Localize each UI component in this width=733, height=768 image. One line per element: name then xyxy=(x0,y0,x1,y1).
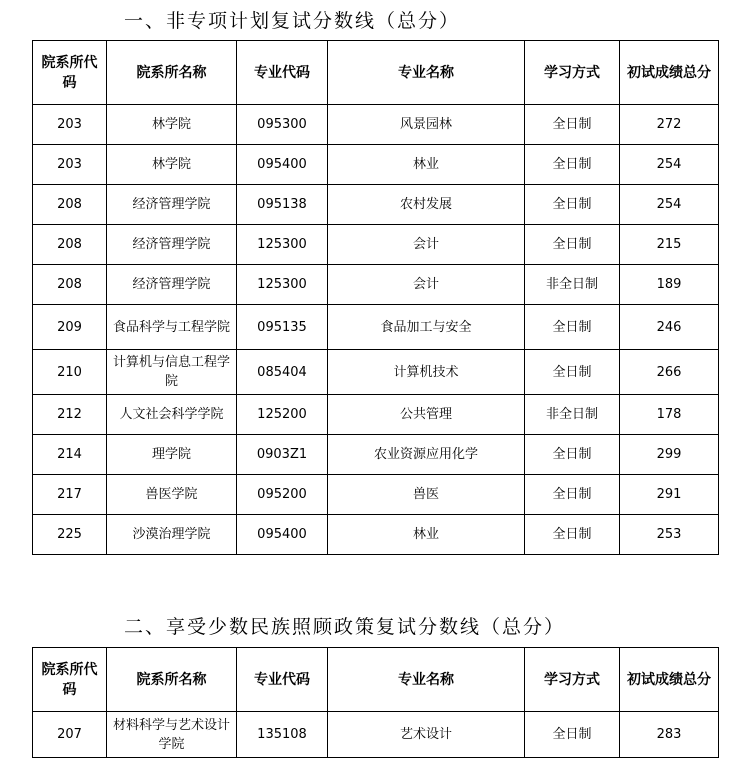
table-header-row xyxy=(33,648,719,712)
dept-code-cell: 212 xyxy=(33,395,107,435)
table-row xyxy=(33,105,719,145)
header-major-code: 专业代码 xyxy=(237,41,328,105)
major-code-cell: 095135 xyxy=(237,305,328,350)
table-row xyxy=(33,515,719,555)
dept-code-cell: 203 xyxy=(33,145,107,185)
major-name-cell: 计算机技术 xyxy=(328,350,525,395)
dept-name-cell: 沙漠治理学院 xyxy=(107,515,237,555)
section-1-title: 一、非专项计划复试分数线（总分） xyxy=(124,10,461,32)
header-major-code: 专业代码 xyxy=(237,648,328,712)
dept-name-cell: 经济管理学院 xyxy=(107,225,237,265)
dept-code-cell: 208 xyxy=(33,185,107,225)
table-row xyxy=(33,350,719,395)
major-name-cell: 风景园林 xyxy=(328,105,525,145)
dept-code-cell: 208 xyxy=(33,265,107,305)
score-cell: 272 xyxy=(620,105,719,145)
dept-name-cell: 计算机与信息工程学院 xyxy=(107,350,237,395)
study-mode-cell: 全日制 xyxy=(525,515,620,555)
dept-name-cell: 经济管理学院 xyxy=(107,185,237,225)
major-name-cell: 食品加工与安全 xyxy=(328,305,525,350)
dept-code-cell: 208 xyxy=(33,225,107,265)
header-dept-name: 院系所名称 xyxy=(107,648,237,712)
header-dept-name: 院系所名称 xyxy=(107,41,237,105)
major-code-cell: 085404 xyxy=(237,350,328,395)
dept-code-cell: 214 xyxy=(33,435,107,475)
study-mode-cell: 非全日制 xyxy=(525,395,620,435)
study-mode-cell: 非全日制 xyxy=(525,265,620,305)
dept-name-cell: 经济管理学院 xyxy=(107,265,237,305)
study-mode-cell: 全日制 xyxy=(525,350,620,395)
dept-code-cell: 207 xyxy=(33,712,107,758)
major-code-cell: 095200 xyxy=(237,475,328,515)
study-mode-cell: 全日制 xyxy=(525,475,620,515)
score-cell: 291 xyxy=(620,475,719,515)
score-cell: 215 xyxy=(620,225,719,265)
score-cell: 246 xyxy=(620,305,719,350)
score-cell: 178 xyxy=(620,395,719,435)
table-row xyxy=(33,475,719,515)
header-study-mode: 学习方式 xyxy=(525,41,620,105)
major-name-cell: 兽医 xyxy=(328,475,525,515)
major-name-cell: 林业 xyxy=(328,145,525,185)
score-cell: 299 xyxy=(620,435,719,475)
score-cell: 254 xyxy=(620,145,719,185)
study-mode-cell: 全日制 xyxy=(525,105,620,145)
score-cell: 189 xyxy=(620,265,719,305)
major-name-cell: 农业资源应用化学 xyxy=(328,435,525,475)
study-mode-cell: 全日制 xyxy=(525,435,620,475)
major-code-cell: 095400 xyxy=(237,145,328,185)
header-total-score: 初试成绩总分 xyxy=(620,648,719,712)
table-row xyxy=(33,712,719,758)
table-row xyxy=(33,265,719,305)
major-name-cell: 会计 xyxy=(328,225,525,265)
header-total-score: 初试成绩总分 xyxy=(620,41,719,105)
study-mode-cell: 全日制 xyxy=(525,305,620,350)
score-table-2 xyxy=(32,647,719,758)
header-dept-code: 院系所代码 xyxy=(33,41,107,105)
dept-name-cell: 材料科学与艺术设计学院 xyxy=(107,712,237,758)
score-table-1 xyxy=(32,40,719,555)
dept-name-cell: 食品科学与工程学院 xyxy=(107,305,237,350)
dept-code-cell: 210 xyxy=(33,350,107,395)
study-mode-cell: 全日制 xyxy=(525,225,620,265)
major-name-cell: 会计 xyxy=(328,265,525,305)
table-row xyxy=(33,185,719,225)
dept-name-cell: 兽医学院 xyxy=(107,475,237,515)
score-cell: 254 xyxy=(620,185,719,225)
study-mode-cell: 全日制 xyxy=(525,712,620,758)
major-code-cell: 095138 xyxy=(237,185,328,225)
study-mode-cell: 全日制 xyxy=(525,145,620,185)
header-major-name: 专业名称 xyxy=(328,41,525,105)
header-study-mode: 学习方式 xyxy=(525,648,620,712)
dept-code-cell: 203 xyxy=(33,105,107,145)
dept-name-cell: 人文社会科学学院 xyxy=(107,395,237,435)
table-row xyxy=(33,395,719,435)
header-major-name: 专业名称 xyxy=(328,648,525,712)
major-name-cell: 艺术设计 xyxy=(328,712,525,758)
dept-name-cell: 林学院 xyxy=(107,105,237,145)
major-code-cell: 095400 xyxy=(237,515,328,555)
header-dept-code: 院系所代码 xyxy=(33,648,107,712)
major-name-cell: 林业 xyxy=(328,515,525,555)
score-cell: 253 xyxy=(620,515,719,555)
dept-code-cell: 217 xyxy=(33,475,107,515)
major-code-cell: 125200 xyxy=(237,395,328,435)
table-row xyxy=(33,305,719,350)
score-cell: 283 xyxy=(620,712,719,758)
study-mode-cell: 全日制 xyxy=(525,185,620,225)
table-header-row xyxy=(33,41,719,105)
major-code-cell: 125300 xyxy=(237,265,328,305)
section-2-title: 二、享受少数民族照顾政策复试分数线（总分） xyxy=(124,616,566,638)
major-code-cell: 135108 xyxy=(237,712,328,758)
major-name-cell: 农村发展 xyxy=(328,185,525,225)
major-code-cell: 0903Z1 xyxy=(237,435,328,475)
score-cell: 266 xyxy=(620,350,719,395)
dept-code-cell: 225 xyxy=(33,515,107,555)
table-row xyxy=(33,145,719,185)
table-row xyxy=(33,225,719,265)
dept-name-cell: 林学院 xyxy=(107,145,237,185)
dept-name-cell: 理学院 xyxy=(107,435,237,475)
major-code-cell: 095300 xyxy=(237,105,328,145)
major-code-cell: 125300 xyxy=(237,225,328,265)
major-name-cell: 公共管理 xyxy=(328,395,525,435)
dept-code-cell: 209 xyxy=(33,305,107,350)
table-row xyxy=(33,435,719,475)
